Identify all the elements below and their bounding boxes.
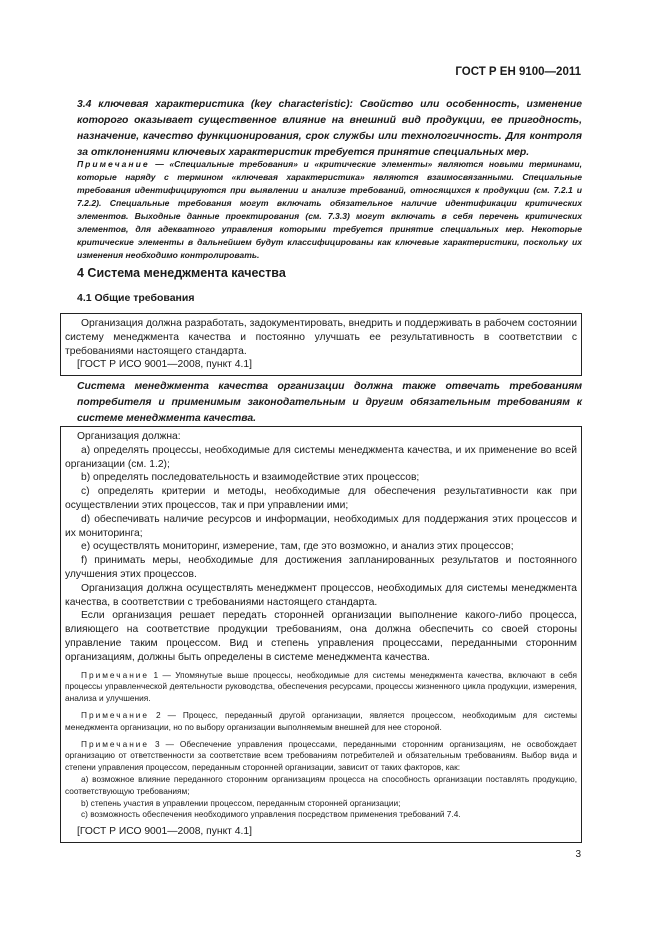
note-label: Примечание: [81, 738, 150, 749]
list-item: е) осуществлять мониторинг, измерение, там, где это возможно, и анализ этих процессов;: [81, 541, 514, 553]
term-definition: [77, 97, 582, 161]
box1-text: Организация должна разработать, задокументировать, внедрить и поддерживать в рабочем состоянии систему менеджмента качества и постоянно улучшать ее результативность в соответствии с требованиями настоящего стандарта.: [65, 318, 577, 357]
note-text: 1 — Упомянутые выше процессы, необходимые для системы менеджмента качества, включают в себя процессы управленческой деятельности руководства, обеспечения ресурсами, процессы жизненного цикла продукции, измерения, анализа и улучшения.: [65, 669, 577, 704]
section-title: 4 Система менеджмента качества: [77, 266, 286, 280]
box2-note-3: [65, 739, 577, 774]
definition-text: 3.4 ключевая характеристика (key characteristic): Свойство или особенность, изменение которого оказывает существенное влияние на внешний вид продукции, ее пригодность, назначение, качество функционирования, срок службы или технологичность. Для контроля за отклонениями ключевых характеристик требуется принятие специальных мер.: [77, 99, 582, 158]
list-item: а) определять процессы, необходимые для системы менеджмента качества, и их применение во всей организации (см. 1.2);: [65, 444, 577, 470]
box1-reference: [ГОСТ Р ИСО 9001—2008, пункт 4.1]: [77, 359, 252, 371]
list-item: d) обеспечивать наличие ресурсов и информации, необходимых для поддержания этих процессов и их мониторинга;: [65, 513, 577, 539]
box2-paragraph-1: Организация должна осуществлять менеджмент процессов, необходимых для системы менеджмента качества, в соответствии с требованиями настоящего стандарта.: [65, 582, 577, 608]
note-text: 3 — Обеспечение управления процессами, переданными сторонним организациям, не освобождает организацию от ответственности за соответствие всем требованиям потребителей и обязательным требованиям. Выбор вида и степени управления процессом, переданным сторонней организации, зависит от таких факторов, как:: [65, 738, 577, 773]
standard-header: ГОСТ Р ЕН 9100—2011: [455, 66, 581, 78]
quoted-requirement-box-1: [60, 313, 582, 376]
note-label: Примечание: [81, 709, 150, 720]
box2-paragraph-2: Если организация решает передать сторонней организации выполнение какого-либо процесса, влияющего на соответствие продукции требованиям, она должна обеспечить со своей стороны управление таким процессом. Вид и степень управления процессами, переданными сторонним организациям, должны быть определены в системе менеджмента качества.: [65, 610, 577, 663]
page-number: 3: [575, 849, 581, 860]
subsection-title: 4.1 Общие требования: [77, 292, 195, 304]
note-text: 2 — Процесс, переданный другой организации, является процессом, необходимым для системы менеджмента организации, но по выбору организации выполняемым внешней для нее стороной.: [65, 709, 578, 732]
note-text: — «Специальные требования» и «критические элементы» являются новыми терминами, которые наряду с термином «ключевая характеристика» являются взаимосвязанными. Специальные требования идентифицируются при выявлении и анализе требований, относящихся к продукции (см. 7.2.1 и 7.2.2). Специальные требования могут включать обязательное наличие идентификации критических элементов. Выходные данные проектирования (см. 7.3.3) могут включать в себя перечень критических элементов, для адекватного управления которыми требуется принятие специальных мер. Некоторые критические элементы в дальнейшем будут классифицированы как ключевые характеристики, поскольку их изменения необходимо контролировать.: [77, 159, 583, 260]
aerospace-requirement: [77, 379, 582, 427]
list-item: f) принимать меры, необходимые для достижения запланированных результатов и постоянного улучшения этих процессов.: [65, 555, 577, 580]
box2-note-1: [65, 670, 577, 705]
factor-item: с) возможность обеспечения необходимого управления посредством применения требований 7.4.: [81, 809, 461, 820]
quoted-requirement-box-2: [60, 426, 582, 843]
box2-intro: Организация должна:: [77, 431, 181, 442]
note-label: Примечание: [77, 159, 150, 169]
definition-note: [77, 158, 582, 262]
list-item: b) определять последовательность и взаимодействие этих процессов;: [81, 472, 420, 484]
box2-note-2: [65, 710, 577, 734]
box2-reference: [ГОСТ Р ИСО 9001—2008, пункт 4.1]: [77, 826, 252, 838]
note-label: Примечание: [81, 669, 150, 680]
factor-item: а) возможное влияние переданного сторонним организациям процесса на способность организации поставлять продукцию, соответствующую требованиям;: [65, 773, 577, 796]
factor-item: b) степень участия в управлении процессом, переданным сторонней организации;: [81, 797, 401, 808]
list-item: с) определять критерии и методы, необходимые для обеспечения результативности как при осуществлении этих процессов, так и при управлении ими;: [65, 486, 577, 511]
aerospace-requirement-text: Система менеджмента качества организации должна также отвечать требованиям потребителя и применимым законодательным и другим обязательным требованиям к системе менеджмента качества.: [77, 381, 582, 424]
